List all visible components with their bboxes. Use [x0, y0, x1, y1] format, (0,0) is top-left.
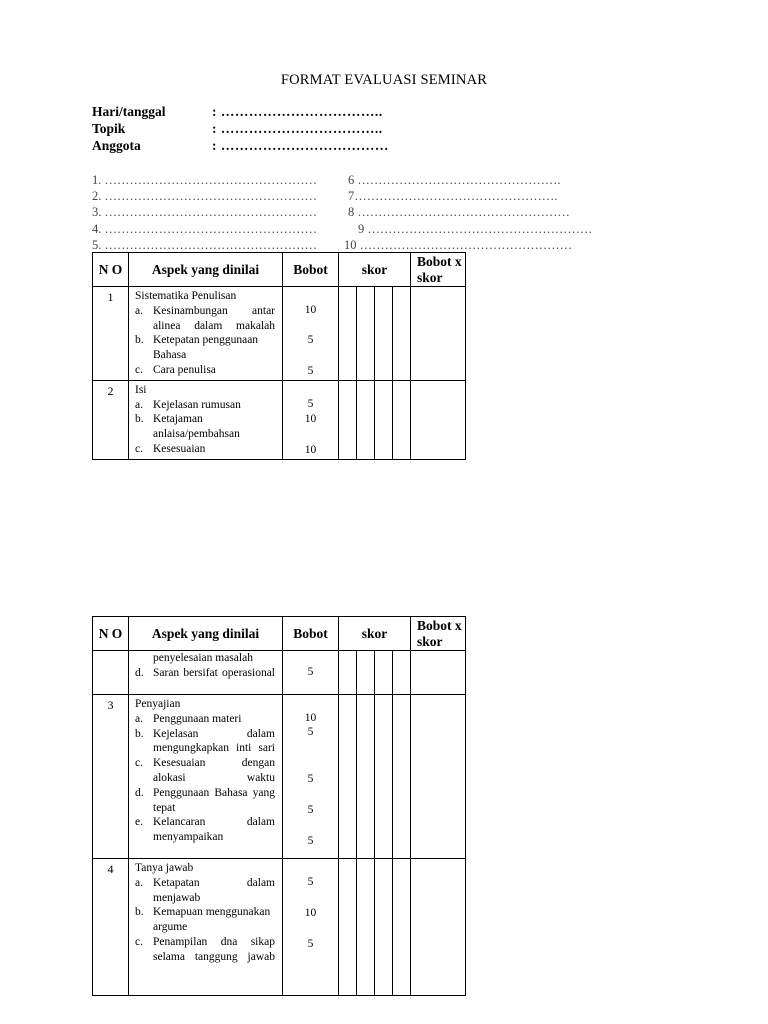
bobot-value: 5 [307, 365, 314, 377]
bobot-value: 10 [304, 907, 317, 919]
header-aspek: Aspek yang dinilai [129, 617, 283, 651]
row-number: 4 [93, 859, 129, 996]
meta-label: Hari/tanggal [92, 104, 166, 119]
item-letter: b. [135, 334, 144, 347]
evaluation-table-2 [92, 616, 466, 996]
bobot-cell [283, 695, 339, 859]
item-text: Saran bersifat operasional [153, 666, 275, 679]
header-no: N O [93, 253, 129, 287]
aspect-cell [129, 287, 283, 381]
score-cell[interactable] [375, 651, 393, 695]
item-text: Ketepatan penggunaan Bahasa [153, 334, 259, 362]
item-letter: a. [135, 398, 143, 411]
page-title: FORMAT EVALUASI SEMINAR [280, 72, 488, 88]
member-line: 2. …………………………………………… [92, 189, 317, 204]
item-letter: c. [135, 363, 143, 376]
aspect-item [135, 786, 275, 816]
aspect-item [135, 727, 275, 757]
aspect-item [135, 398, 275, 413]
aspect-item [135, 756, 275, 786]
score-cell[interactable] [339, 859, 357, 996]
score-cell[interactable] [393, 651, 411, 695]
header-no: N O [93, 617, 129, 651]
aspect-title: Tanya jawab [135, 862, 194, 874]
bobot-value: 5 [307, 666, 314, 678]
aspect-cell [129, 651, 283, 695]
table-row [93, 695, 466, 859]
header-bobot-x-skor: Bobot x skor [411, 617, 466, 651]
score-cell[interactable] [393, 287, 411, 381]
item-letter: b. [135, 413, 144, 426]
score-cell[interactable] [357, 287, 375, 381]
item-text: Kesesuaian [153, 442, 206, 455]
item-letter: c. [135, 757, 143, 770]
member-line: 6 …………………………………………. [348, 173, 561, 187]
score-cell[interactable] [375, 859, 393, 996]
bobot-x-skor-cell[interactable] [411, 695, 466, 859]
bobot-value: 5 [307, 397, 314, 410]
aspect-cell [129, 695, 283, 859]
member-line: 3. …………………………………………… [92, 205, 317, 220]
bobot-cell [283, 380, 339, 459]
bobot-cell [283, 859, 339, 996]
table-header-row [93, 617, 466, 651]
meta-label: Topik [92, 121, 126, 136]
item-text: Ketajaman anlaisa/pembahsan [153, 413, 240, 441]
bobot-value: 10 [304, 712, 317, 724]
aspect-item [135, 876, 275, 906]
aspect-continuation [135, 651, 275, 666]
score-cell[interactable] [339, 380, 357, 459]
score-cell[interactable] [393, 380, 411, 459]
item-text: Penggunaan Bahasa yang tepat [153, 786, 275, 814]
item-text: Kejelasan rumusan [153, 398, 241, 411]
member-line: 10 …………………………………………… [344, 237, 573, 252]
item-letter: a. [135, 304, 143, 317]
item-text: Kesinambungan antar alinea dalam makalah [153, 304, 275, 332]
table-row [93, 380, 466, 459]
table-row [93, 287, 466, 381]
score-cell[interactable] [375, 287, 393, 381]
header-skor: skor [339, 253, 411, 287]
bobot-value: 5 [307, 876, 314, 888]
score-cell[interactable] [357, 651, 375, 695]
header-skor: skor [339, 617, 411, 651]
item-letter: a. [135, 876, 143, 889]
item-text: Kejelasan dalam mengungkapkan inti sari [153, 727, 275, 755]
aspect-title: Isi [135, 383, 147, 396]
item-text: Kelancaran dalam menyampaikan [153, 816, 275, 844]
item-text: Kemapuan menggunakan argume [153, 906, 271, 934]
score-cell[interactable] [339, 695, 357, 859]
item-text: Ketapatan dalam menjawab [153, 876, 275, 904]
bobot-value: 5 [307, 938, 314, 950]
bobot-x-skor-cell[interactable] [411, 287, 466, 381]
item-letter: c. [135, 442, 143, 455]
meta-row-members [92, 138, 389, 154]
row-number: 1 [93, 287, 129, 381]
header-aspek: Aspek yang dinilai [129, 253, 283, 287]
table-row [93, 859, 466, 996]
aspect-item [135, 935, 275, 965]
score-cell[interactable] [393, 695, 411, 859]
aspect-title: Penyajian [135, 698, 181, 710]
item-letter: d. [135, 666, 144, 679]
meta-value: : ……………………………… [212, 138, 389, 153]
item-text: penyelesaian masalah [153, 652, 253, 664]
score-cell[interactable] [339, 287, 357, 381]
aspect-item [135, 905, 275, 935]
item-text: Kesesuaian dengan alokasi waktu [153, 757, 275, 784]
bobot-x-skor-cell[interactable] [411, 651, 466, 695]
meta-row-date [92, 104, 383, 120]
bobot-x-skor-cell[interactable] [411, 859, 466, 996]
bobot-x-skor-cell[interactable] [411, 380, 466, 459]
score-cell[interactable] [339, 651, 357, 695]
aspect-cell [129, 859, 283, 996]
score-cell[interactable] [393, 859, 411, 996]
bobot-value: 5 [307, 334, 314, 346]
aspect-item [135, 304, 275, 334]
member-line: 8 …………………………………………… [348, 205, 570, 220]
bobot-cell [283, 287, 339, 381]
bobot-value: 5 [307, 773, 314, 785]
member-line: 5. …………………………………………… [92, 237, 317, 252]
row-number [93, 651, 129, 695]
row-number: 2 [93, 380, 129, 459]
aspect-item [135, 666, 275, 681]
bobot-value: 10 [304, 304, 317, 316]
aspect-item [135, 363, 275, 378]
member-line: 9 ……………………………………………… [358, 221, 593, 236]
item-letter: e. [135, 816, 143, 829]
header-bobot: Bobot [283, 617, 339, 651]
item-text: Penggunaan materi [153, 712, 242, 725]
aspect-item [135, 712, 275, 727]
member-line: 7…………………………………………. [348, 189, 558, 204]
aspect-title: Sistematika Penulisan [135, 290, 237, 302]
header-bobot-x-skor: Bobot x skor [411, 253, 466, 287]
aspect-cell [129, 380, 283, 459]
item-letter: b. [135, 906, 144, 919]
member-line: 1. …………………………………………… [92, 173, 317, 187]
item-letter: c. [135, 935, 143, 948]
meta-value: : …………………………….. [212, 104, 383, 119]
table-row [93, 651, 466, 695]
item-text: Penampilan dna sikap selama tanggung jawab [153, 935, 275, 963]
bobot-value: 10 [304, 412, 317, 425]
score-cell[interactable] [375, 695, 393, 859]
member-line: 4. …………………………………………… [92, 221, 317, 236]
table-header-row [93, 253, 466, 287]
item-letter: a. [135, 712, 143, 725]
evaluation-table-1 [92, 252, 466, 460]
item-letter: b. [135, 727, 144, 740]
bobot-value: 10 [304, 443, 317, 456]
meta-row-topic [92, 121, 383, 137]
aspect-item [135, 442, 275, 457]
aspect-item [135, 333, 275, 363]
bobot-value: 5 [307, 835, 314, 847]
score-cell[interactable] [375, 380, 393, 459]
meta-value: : …………………………….. [212, 121, 383, 136]
meta-label: Anggota [92, 138, 141, 153]
row-number: 3 [93, 695, 129, 859]
aspect-item [135, 815, 275, 845]
aspect-item [135, 412, 275, 442]
score-cell[interactable] [357, 695, 375, 859]
bobot-value: 5 [307, 804, 314, 816]
item-text: Cara penulisa [153, 363, 216, 376]
score-cell[interactable] [357, 380, 375, 459]
item-letter: d. [135, 786, 144, 799]
header-bobot: Bobot [283, 253, 339, 287]
bobot-cell [283, 651, 339, 695]
score-cell[interactable] [357, 859, 375, 996]
bobot-value: 5 [307, 726, 314, 738]
